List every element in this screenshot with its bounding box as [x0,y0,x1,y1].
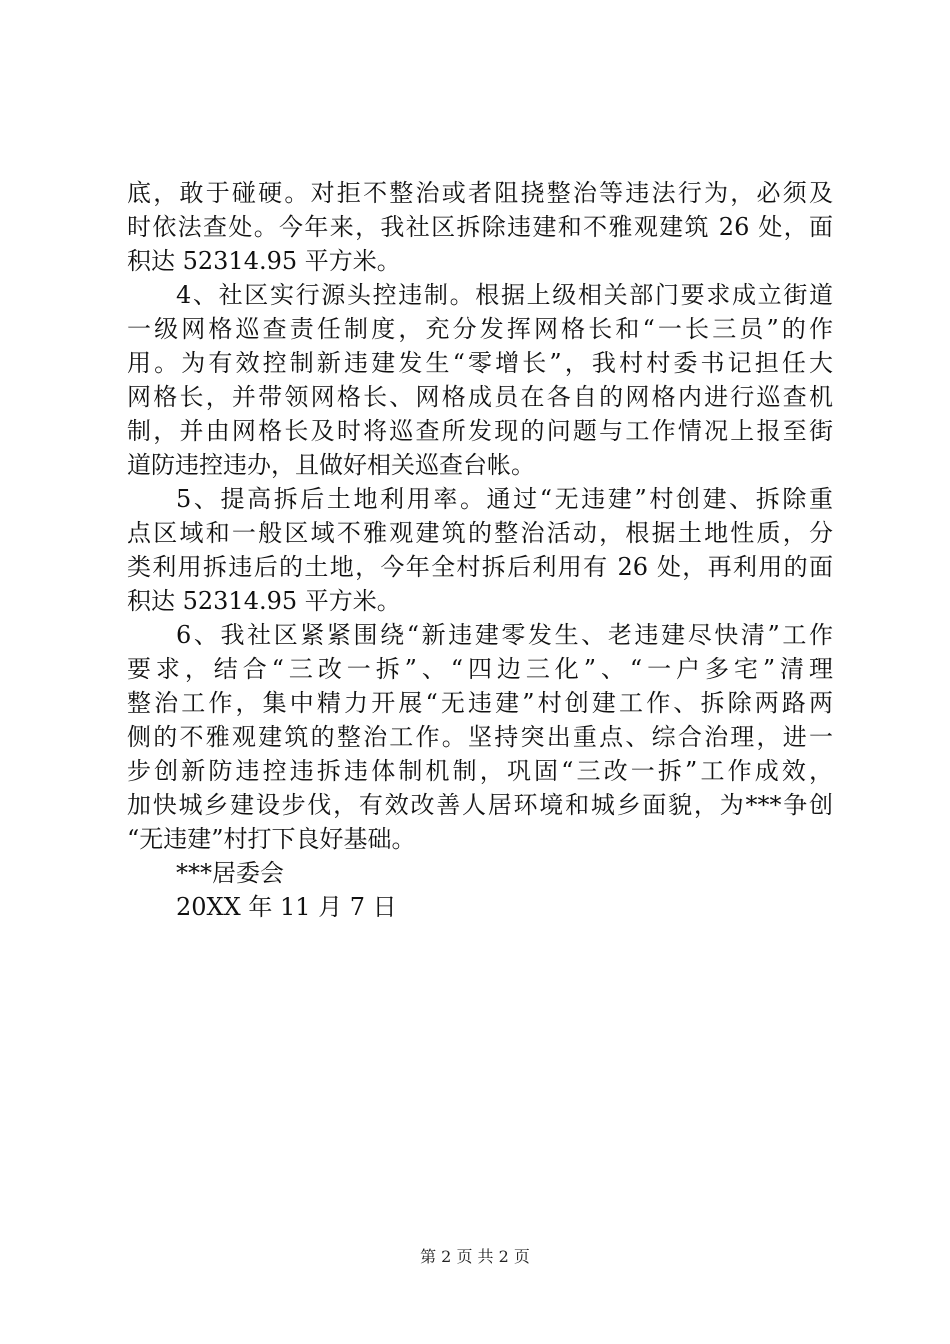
body-line: 网格长，并带领网格长、网格成员在各自的网格内进行巡查机 [127,383,833,411]
page-number: 第 2 页 共 2 页 [420,1247,530,1266]
body-line: 底，敢于碰硬。对拒不整治或者阻挠整治等违法行为，必须及 [127,179,833,207]
signature: ***居委会 [176,859,284,887]
paragraph-5-start: 5、提高拆后土地利用率。通过“无违建”村创建、拆除重 [176,485,833,513]
body-line: 时依法查处。今年来，我社区拆除违建和不雅观建筑 26 处，面 [127,213,833,241]
body-line: 道防违控违办，且做好相关巡查台帐。 [127,451,535,479]
body-line: 用。为有效控制新违建发生“零增长”，我村村委书记担任大 [127,349,833,377]
body-line: 点区域和一般区域不雅观建筑的整治活动，根据土地性质，分 [127,519,833,547]
body-line: 制，并由网格长及时将巡查所发现的问题与工作情况上报至街 [127,417,833,445]
body-line: 类利用拆违后的土地，今年全村拆后利用有 26 处，再利用的面 [127,553,833,581]
body-line: 积达 52314.95 平方米。 [127,587,401,615]
body-line: 整治工作，集中精力开展“无违建”村创建工作、拆除两路两 [127,689,833,717]
date: 20XX 年 11 月 7 日 [176,893,397,921]
body-line: 积达 52314.95 平方米。 [127,247,401,275]
body-line: 加快城乡建设步伐，有效改善人居环境和城乡面貌，为***争创 [127,791,833,819]
body-line: 侧的不雅观建筑的整治工作。坚持突出重点、综合治理，进一 [127,723,833,751]
body-line: “无违建”村打下良好基础。 [127,825,416,853]
paragraph-6-start: 6、我社区紧紧围绕“新违建零发生、老违建尽快清”工作 [176,621,833,649]
body-line: 一级网格巡查责任制度，充分发挥网格长和“一长三员”的作 [127,315,833,343]
paragraph-4-start: 4、社区实行源头控违制。根据上级相关部门要求成立街道 [176,281,833,309]
body-line: 步创新防违控违拆违体制机制，巩固“三改一拆”工作成效， [127,757,833,785]
body-line: 要求，结合“三改一拆”、“四边三化”、“一户多宅”清理 [127,655,833,683]
